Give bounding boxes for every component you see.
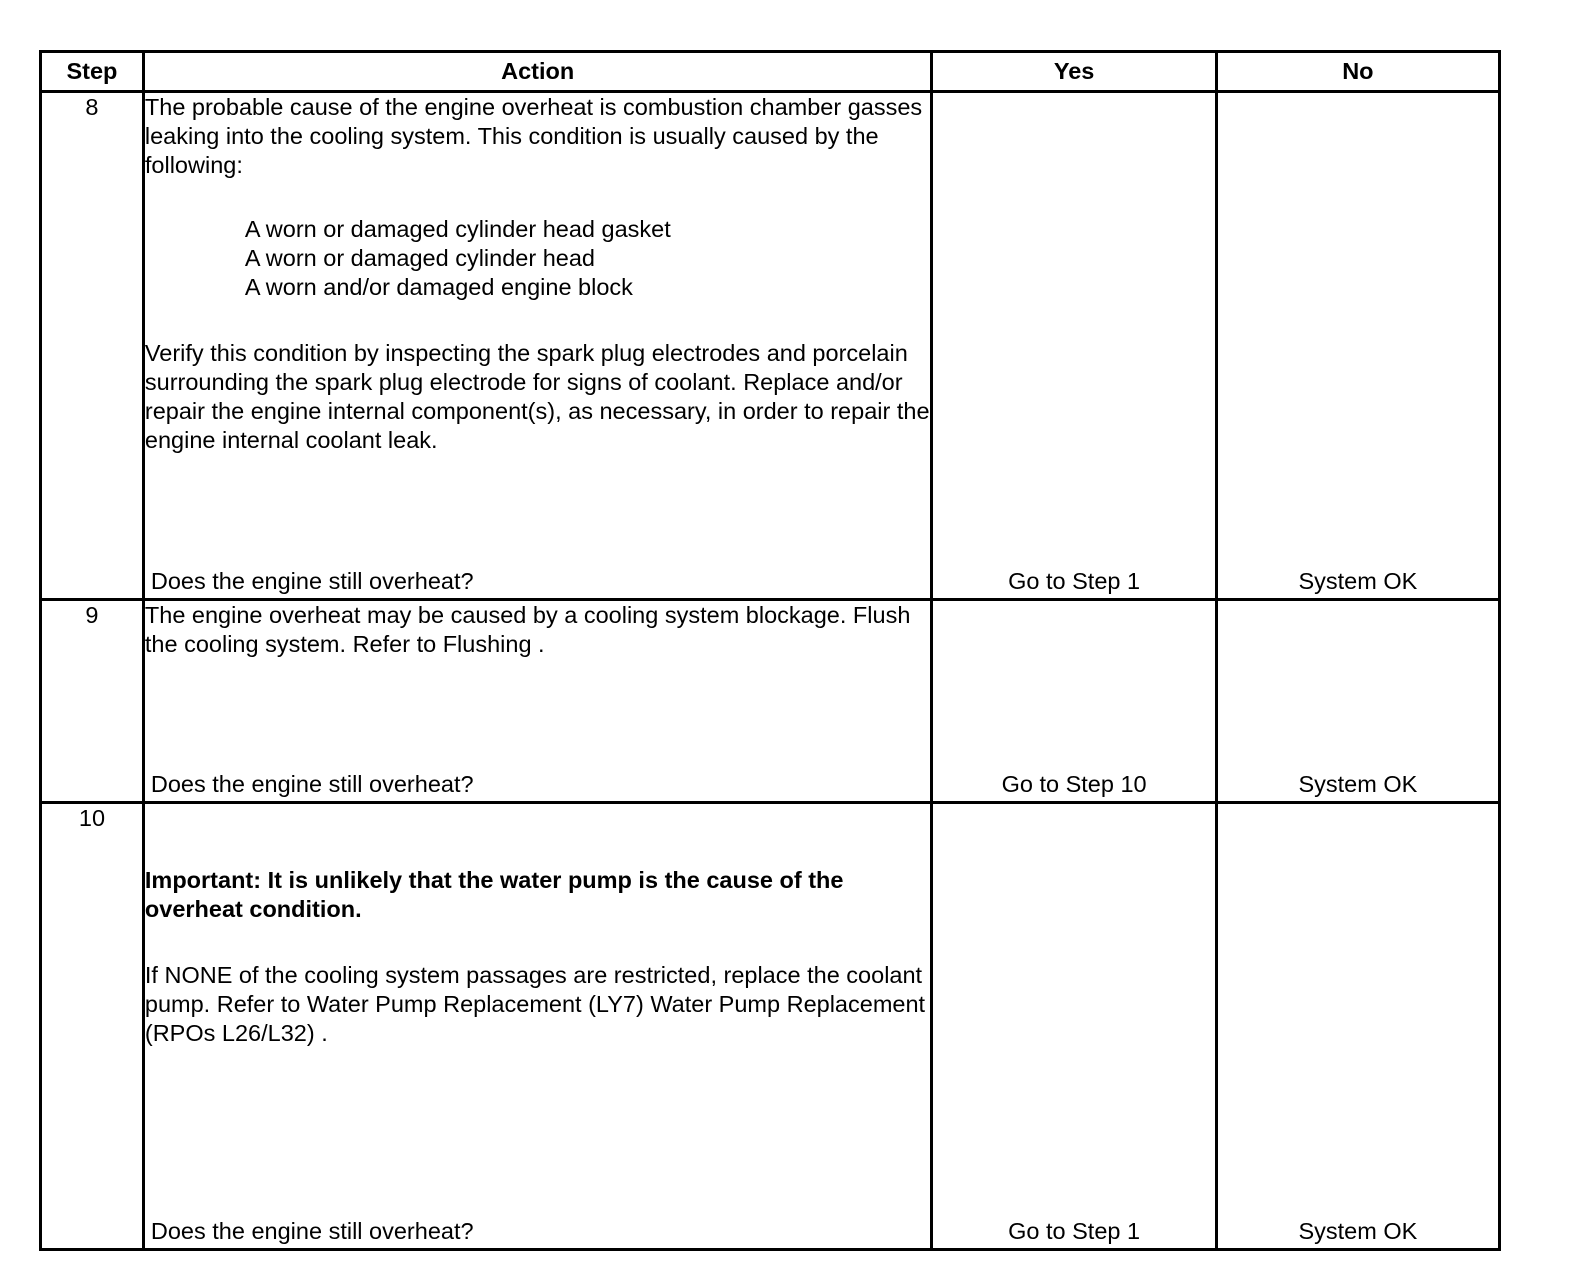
no-cell [1216, 92, 1499, 600]
no-result: System OK [1298, 771, 1418, 797]
action-question: Does the engine still overheat? [150, 568, 474, 594]
list-item: A worn and/or damaged engine block [244, 274, 633, 300]
no-cell [1216, 803, 1499, 1250]
action-cell [143, 92, 932, 600]
action-question: Does the engine still overheat? [150, 1218, 474, 1244]
header-row [41, 52, 1500, 92]
action-cell [143, 600, 932, 803]
header-no: No [1216, 52, 1499, 92]
action-cell [143, 803, 932, 1250]
header-yes: Yes [932, 52, 1216, 92]
action-intro: The engine overheat may be caused by a cooling system blockage. Flush the cooling system. Refer to Flushing . [144, 602, 911, 657]
yes-cell [932, 600, 1216, 803]
yes-link[interactable]: Go to Step 10 [1001, 771, 1147, 797]
diagnostic-table [39, 50, 1501, 1251]
yes-link[interactable]: Go to Step 1 [1008, 1218, 1141, 1244]
action-body: Verify this condition by inspecting the spark plug electrodes and porcelain surrounding the spark plug electrode for signs of coolant. Replace and/or repair the engine internal component(s), as necessary, in order to repair the engine internal coolant leak. [144, 340, 930, 453]
action-intro: The probable cause of the engine overheat is combustion chamber gasses leaking into the cooling system. This condition is usually caused by the following: [144, 94, 923, 178]
list-item: A worn or damaged cylinder head [244, 245, 595, 271]
step-number: 10 [41, 803, 144, 1250]
header-step: Step [41, 52, 144, 92]
table-row-step-10 [41, 803, 1500, 1250]
action-body: If NONE of the cooling system passages are restricted, replace the coolant pump. Refer to Water Pump Replacement (LY7) Water Pump Replacement (RPOs L26/L32) . [144, 962, 926, 1046]
header-action: Action [143, 52, 932, 92]
step-number: 8 [41, 92, 144, 600]
table-row-step-9 [41, 600, 1500, 803]
table-row-step-8 [41, 92, 1500, 600]
action-question: Does the engine still overheat? [150, 771, 474, 797]
cause-list [145, 215, 931, 302]
step-number: 9 [41, 600, 144, 803]
list-item: A worn or damaged cylinder head gasket [244, 216, 671, 242]
important-note: Important: It is unlikely that the water pump is the cause of the overheat condition. [144, 867, 844, 922]
no-result: System OK [1298, 1218, 1418, 1244]
no-result: System OK [1298, 568, 1418, 594]
yes-link[interactable]: Go to Step 1 [1008, 568, 1141, 594]
no-cell [1216, 600, 1499, 803]
yes-cell [932, 803, 1216, 1250]
yes-cell [932, 92, 1216, 600]
